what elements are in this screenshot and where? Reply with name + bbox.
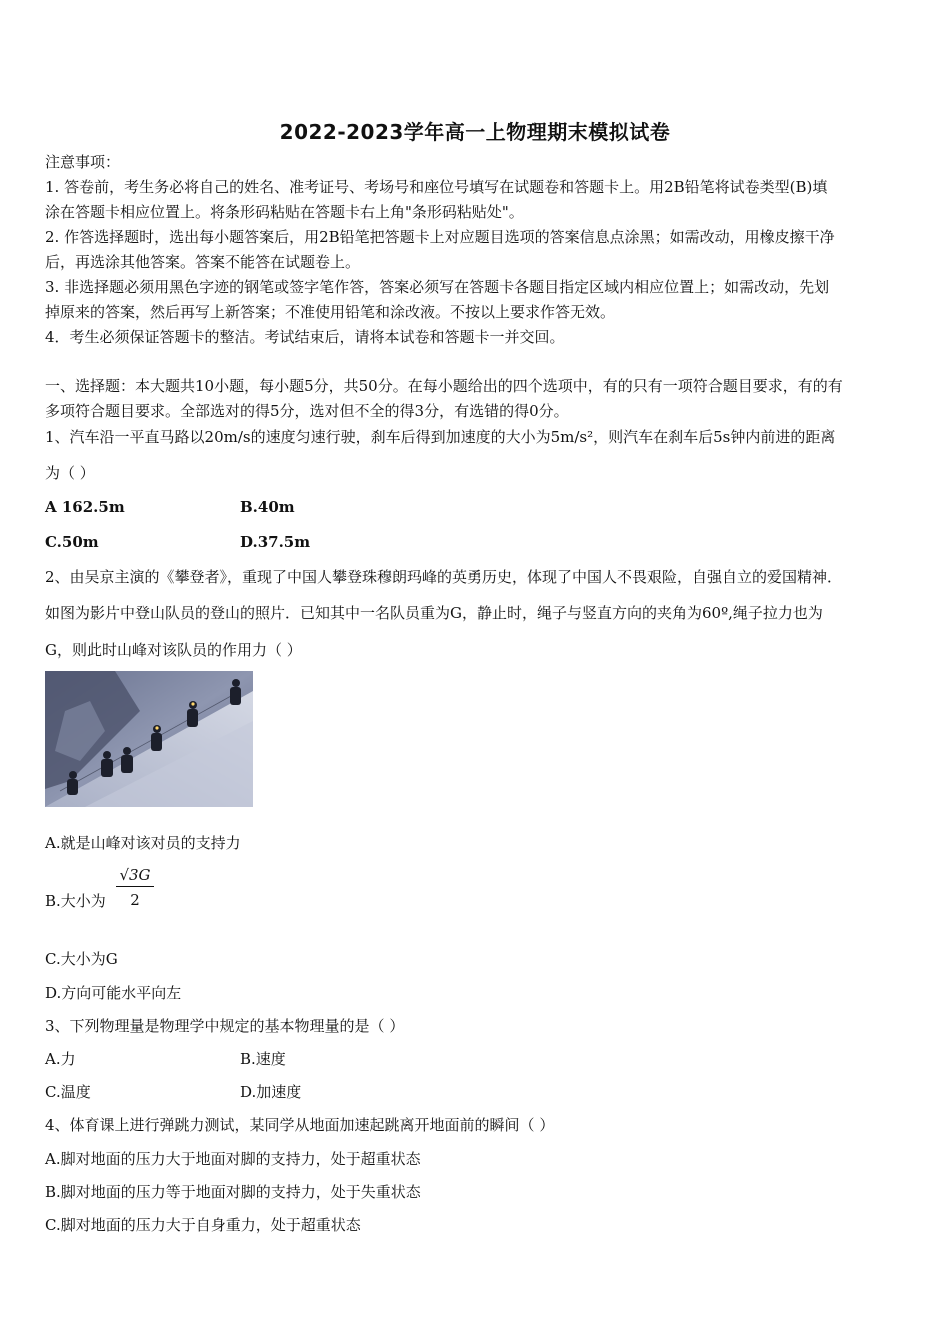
section-intro-2: 多项符合题目要求。全部选对的得5分，选对但不全的得3分，有选错的得0分。 (45, 402, 569, 420)
fraction-numerator: √3G (116, 866, 154, 887)
q3-option-d: D.加速度 (240, 1083, 302, 1101)
notice-heading: 注意事项： (45, 153, 121, 171)
q1-stem-1: 1、汽车沿一平直马路以20m/s的速度匀速行驶，刹车后得到加速度的大小为5m/s²，则汽车在刹车后5s钟内前进的距离 (45, 428, 836, 446)
q2-option-a: A.就是山峰对该对员的支持力 (45, 834, 241, 852)
notice-line-1a: 1. 答卷前，考生务必将自己的姓名、准考证号、考场号和座位号填写在试题卷和答题卡上。用2B铅笔将试卷类型(B)填 (45, 178, 828, 196)
q2-option-b-fraction (116, 866, 154, 909)
notice-line-1b: 涂在答题卡相应位置上。将条形码粘贴在答题卡右上角"条形码粘贴处"。 (45, 203, 524, 221)
q2-option-b-prefix: B.大小为 (45, 892, 106, 910)
q1-option-c: C.50m (45, 533, 99, 551)
q3-option-b: B.速度 (240, 1050, 286, 1068)
notice-line-2b: 后，再选涂其他答案。答案不能答在试题卷上。 (45, 253, 361, 271)
q2-option-c: C.大小为G (45, 950, 118, 968)
q1-option-a: A 162.5m (45, 498, 125, 516)
q2-stem-3: G，则此时山峰对该队员的作用力（ ） (45, 641, 302, 659)
q2-option-d: D.方向可能水平向左 (45, 984, 182, 1002)
climbers-photo (45, 671, 253, 807)
fraction-denominator: 2 (130, 891, 140, 909)
q1-stem-2: 为（ ） (45, 464, 95, 482)
notice-line-2a: 2. 作答选择题时，选出每小题答案后，用2B铅笔把答题卡上对应题目选项的答案信息点涂黑；如需改动，用橡皮擦干净 (45, 228, 835, 246)
q4-option-c: C.脚对地面的压力大于自身重力，处于超重状态 (45, 1216, 361, 1234)
q3-option-c: C.温度 (45, 1083, 91, 1101)
notice-line-3a: 3. 非选择题必须用黑色字迹的钢笔或签字笔作答，答案必须写在答题卡各题目指定区域内相应位置上；如需改动，先划 (45, 278, 830, 296)
page-title: 2022-2023学年高一上物理期末模拟试卷 (279, 120, 671, 144)
q4-option-a: A.脚对地面的压力大于地面对脚的支持力，处于超重状态 (45, 1150, 421, 1168)
notice-line-4: 4．考生必须保证答题卡的整洁。考试结束后，请将本试卷和答题卡一并交回。 (45, 328, 565, 346)
q4-option-b: B.脚对地面的压力等于地面对脚的支持力，处于失重状态 (45, 1183, 421, 1201)
q3-option-a: A.力 (45, 1050, 76, 1068)
section-intro-1: 一、选择题：本大题共10小题，每小题5分，共50分。在每小题给出的四个选项中，有的只有一项符合题目要求，有的有 (45, 377, 843, 395)
q1-option-b: B.40m (240, 498, 295, 516)
q2-stem-1: 2、由吴京主演的《攀登者》，重现了中国人攀登珠穆朗玛峰的英勇历史，体现了中国人不畏艰险，自强自立的爱国精神． (45, 568, 843, 586)
q3-stem: 3、下列物理量是物理学中规定的基本物理量的是（ ） (45, 1017, 405, 1035)
q1-option-d: D.37.5m (240, 533, 311, 551)
q2-stem-2: 如图为影片中登山队员的登山的照片．已知其中一名队员重为G，静止时，绳子与竖直方向的夹角为60º,绳子拉力也为 (45, 604, 823, 622)
q4-stem: 4、体育课上进行弹跳力测试，某同学从地面加速起跳离开地面前的瞬间（ ） (45, 1116, 555, 1134)
notice-line-3b: 掉原来的答案，然后再写上新答案；不准使用铅笔和涂改液。不按以上要求作答无效。 (45, 303, 616, 321)
